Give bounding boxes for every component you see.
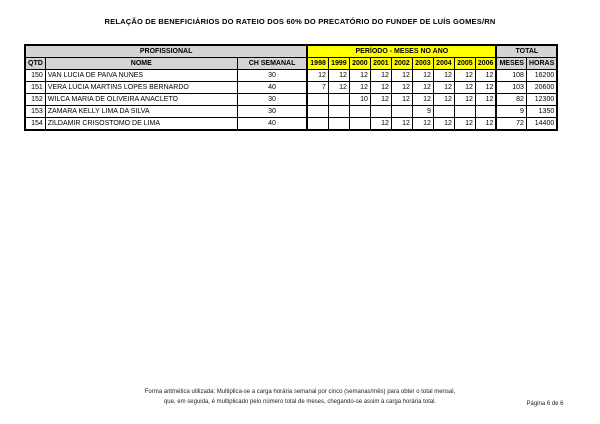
cell-year-2006: 12 [475,94,496,106]
footer-note-line1: Forma aritmética utilizada: Multiplica-se a carga horária semanal por cinco (semanas/mês) para obter o total mensal, [144,389,456,395]
cell-total-horas: 1350 [526,106,557,118]
cell-ch-semanal: 30 [237,94,307,106]
cell-year-2000: 12 [349,70,370,82]
cell-year-2003: 12 [412,94,433,106]
cell-total-horas: 16200 [526,70,557,82]
cell-year-2000: 10 [349,94,370,106]
group-header-profissional: PROFISSIONAL [25,45,307,58]
cell-year-2001: 12 [370,118,391,131]
column-header-qtd: QTD [25,58,45,70]
cell-year-1998 [307,94,328,106]
cell-nome: ZILDAMIR CRISOSTOMO DE LIMA [45,118,237,131]
cell-year-2004 [433,106,454,118]
cell-year-2002: 12 [391,118,412,131]
cell-year-1998: 7 [307,82,328,94]
table-row [25,94,557,106]
table-row [25,82,557,94]
cell-year-2006: 12 [475,70,496,82]
cell-ch-semanal: 30 [237,106,307,118]
column-header-year-2006: 2006 [475,58,496,70]
cell-ch-semanal: 40 [237,118,307,131]
cell-year-2005: 12 [454,118,475,131]
table-row [25,106,557,118]
cell-year-2004: 12 [433,94,454,106]
cell-year-2003: 12 [412,118,433,131]
cell-total-meses: 108 [496,70,526,82]
table-row [25,118,557,131]
cell-total-meses: 9 [496,106,526,118]
cell-ch-semanal: 40 [237,82,307,94]
column-header-year-2003: 2003 [412,58,433,70]
cell-year-2002: 12 [391,94,412,106]
column-header-year-2000: 2000 [349,58,370,70]
cell-year-2002 [391,106,412,118]
beneficiaries-table [24,44,558,131]
cell-total-meses: 72 [496,118,526,131]
column-header-year-2001: 2001 [370,58,391,70]
cell-qtd: 153 [25,106,45,118]
cell-year-1999 [328,118,349,131]
column-header-year-2004: 2004 [433,58,454,70]
cell-qtd: 151 [25,82,45,94]
cell-year-2006: 12 [475,118,496,131]
cell-year-1998: 12 [307,70,328,82]
group-header-periodo: PERÍODO - MESES NO ANO [307,45,496,58]
cell-year-2006 [475,106,496,118]
cell-total-meses: 103 [496,82,526,94]
column-header-year-1998: 1998 [307,58,328,70]
cell-year-2000 [349,118,370,131]
column-header-ch-semanal: CH SEMANAL [237,58,307,70]
column-header-nome: NOME [45,58,237,70]
cell-year-2002: 12 [391,82,412,94]
cell-year-1999: 12 [328,70,349,82]
cell-year-1998 [307,106,328,118]
cell-year-2001: 12 [370,70,391,82]
column-header-year-2005: 2005 [454,58,475,70]
cell-total-meses: 82 [496,94,526,106]
page-number: Página 6 de 6 [526,401,564,407]
cell-year-2004: 12 [433,118,454,131]
cell-total-horas: 20600 [526,82,557,94]
cell-year-2003: 9 [412,106,433,118]
column-header-horas: HORAS [526,58,557,70]
cell-year-1998 [307,118,328,131]
column-header-meses: MESES [496,58,526,70]
cell-year-2001: 12 [370,82,391,94]
cell-year-1999: 12 [328,82,349,94]
column-header-year-1999: 1999 [328,58,349,70]
table-body [25,70,557,131]
cell-total-horas: 14400 [526,118,557,131]
cell-year-2005: 12 [454,70,475,82]
cell-year-2000 [349,106,370,118]
cell-year-2005: 12 [454,82,475,94]
column-header-row [25,58,557,70]
cell-ch-semanal: 30 [237,70,307,82]
cell-year-2004: 12 [433,82,454,94]
cell-year-1999 [328,106,349,118]
cell-nome: ZAMARA KELLY LIMA DA SILVA [45,106,237,118]
cell-year-2003: 12 [412,82,433,94]
footer-note-line2: que, em seguida, é multiplicado pelo número total de meses, chegando-se assim à carga horária total. [163,399,437,405]
cell-nome: VAN LUCIA DE PAIVA NUNES [45,70,237,82]
cell-year-2005: 12 [454,94,475,106]
cell-year-2000: 12 [349,82,370,94]
cell-year-2003: 12 [412,70,433,82]
group-header-row [25,45,557,58]
cell-total-horas: 12300 [526,94,557,106]
cell-year-2004: 12 [433,70,454,82]
cell-qtd: 154 [25,118,45,131]
cell-qtd: 150 [25,70,45,82]
table-row [25,70,557,82]
cell-year-2005 [454,106,475,118]
page-title: RELAÇÃO DE BENEFICIÁRIOS DO RATEIO DOS 60% DO PRECATÓRIO DO FUNDEF DE LUÍS GOMES/RN [104,17,496,26]
column-header-year-2002: 2002 [391,58,412,70]
cell-year-2001: 12 [370,94,391,106]
cell-year-2006: 12 [475,82,496,94]
cell-year-2001 [370,106,391,118]
cell-qtd: 152 [25,94,45,106]
cell-nome: VERA LUCIA MARTINS LOPES BERNARDO [45,82,237,94]
cell-year-1999 [328,94,349,106]
group-header-total: TOTAL [496,45,557,58]
cell-nome: WILCA MARIA DE OLIVEIRA ANACLETO [45,94,237,106]
cell-year-2002: 12 [391,70,412,82]
